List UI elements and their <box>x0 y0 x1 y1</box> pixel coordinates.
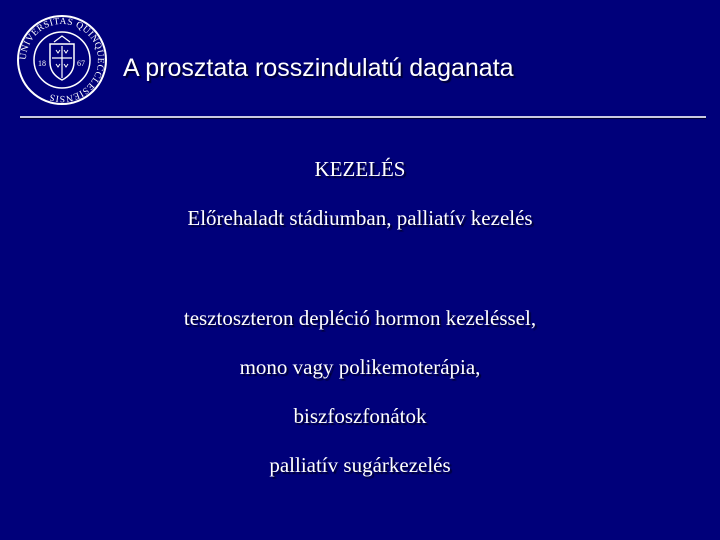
seal-year-right: 67 <box>77 59 85 68</box>
seal-ring-text: UNIVERSITAS QUINQUECCLESIENSIS <box>18 16 106 104</box>
slide-heading: KEZELÉS <box>314 157 406 181</box>
list-item: palliatív sugárkezelés <box>269 453 451 477</box>
slide-subheading: Előrehaladt stádiumban, palliatív kezelés <box>187 206 533 230</box>
university-seal-logo <box>16 14 108 106</box>
list-item: mono vagy polikemoterápia, <box>239 355 481 379</box>
slide-title: A prosztata rosszindulatú daganata <box>123 54 514 82</box>
title-divider <box>20 116 706 118</box>
list-item: tesztoszteron depléció hormon kezeléssel, <box>183 306 537 330</box>
list-item: biszfoszfonátok <box>293 404 427 428</box>
seal-year-left: 18 <box>38 59 46 68</box>
